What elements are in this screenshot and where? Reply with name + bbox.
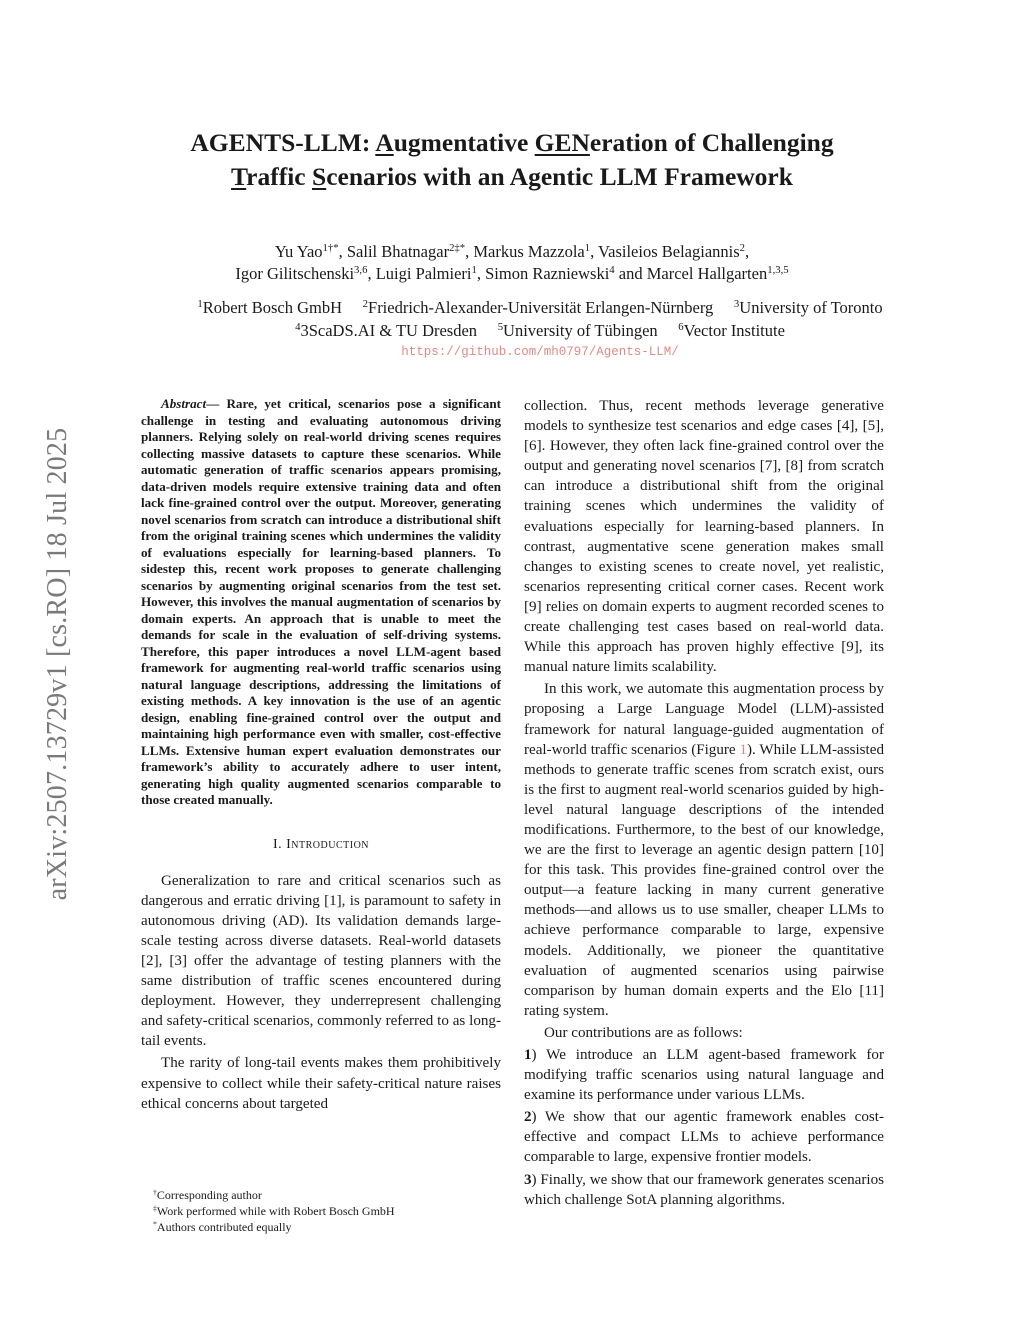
affiliation: $^4$3ScaDS.AI & TU Dresden [295, 321, 478, 340]
title-part: eration of Challenging [589, 128, 834, 157]
abstract-label: Abstract [161, 396, 207, 411]
title-underlined-letter: T [231, 162, 247, 191]
affiliation: $^1$Robert Bosch GmbH [197, 298, 343, 317]
section-heading: I. Introduction [272, 836, 370, 852]
footnote: *Authors contributed equally [153, 1219, 292, 1234]
title-part: cenarios with an Agentic LLM Framework [326, 162, 793, 191]
figure-link[interactable]: 1 [739, 741, 748, 758]
affiliation: $^3$University of Toronto [733, 298, 883, 317]
affiliation-list [100, 296, 980, 342]
footnote: †Corresponding author [153, 1187, 262, 1202]
title-part: ugmentative [393, 128, 535, 157]
author: Vasileios Belagiannis$^2$ [598, 242, 746, 261]
arxiv-stamp: arXiv:2507.13729v1 [cs.RO] 18 Jul 2025 [42, 427, 73, 901]
paragraph: Generalization to rare and critical scenarios such as dangerous and erratic driving [1], is paramount to safety in autonomous driving (AD). Its validation demands large-scale testing across diverse datasets. Real-world datasets [2], [3] offer the advantage of testing planners with the same distribution of traffic scenes encountered during deployment. However, they underrepresent challenging and safety-critical scenarios, commonly referred to as long-tail events. [141, 872, 501, 1050]
author-list: Yu Yao$^{1\dagger*}$, Salil Bhatnagar$^{2\ddagger*}$, Markus Mazzola$^1$, Vasileios Belagiannis$^2$, Igor Gilitschenski$^{3,6}$, Luigi Palmieri$^1$, Simon Razniewski$^4$ and Marcel Hallgarten$^{1,3,5}$ [235, 242, 789, 283]
title-part: AGENTS-LLM: [190, 128, 376, 157]
author: Luigi Palmieri$^1$ [375, 264, 477, 283]
author: Marcel Hallgarten$^{1,3,5}$ [646, 264, 789, 283]
right-column [524, 396, 884, 1210]
author: Markus Mazzola$^1$ [473, 242, 591, 261]
affiliation: $^6$Vector Institute [678, 321, 785, 340]
title-underlined-letter: A [375, 128, 394, 157]
title-underlined-letters: GEN [534, 128, 590, 157]
title-underlined-letter: S [312, 162, 327, 191]
footnote: ‡Work performed while with Robert Bosch GmbH [153, 1203, 395, 1218]
paper-title [120, 126, 904, 194]
author: Salil Bhatnagar$^{2\ddagger*}$ [346, 242, 466, 261]
author: Yu Yao$^{1\dagger*}$ [274, 242, 339, 261]
contribution-item: 3) Finally, we show that our framework generates scenarios which challenge SotA planning algorithms. [524, 1171, 884, 1208]
paragraph: In this work, we automate this augmentation process by proposing a Large Language Model (LLM)-assisted framework for natural language-guided augmentation of real-world traffic scenarios (Figure 1). While LLM-assisted methods to generate traffic scenes from scratch exist, ours is the first to augment real-world scenarios guided by high-level natural language descriptions of the intended modifications. Furthermore, to the best of our knowledge, we are the first to leverage an agentic design pattern [10] for this task. This provides fine-grained control over the output—a feature lacking in many current generative methods—and allows us to use smaller, cheaper LLMs to achieve performance comparable to large, expensive models. Additionally, we pioneer the quantitative evaluation of augmented scenarios using pairwise comparison by human domain experts and the Elo [11] rating system. [524, 681, 884, 1019]
author: Simon Razniewski$^4$ [485, 264, 615, 283]
contribution-item: 1) We introduce an LLM agent-based framework for modifying traffic scenarios using natural language and examine its performance under various LLMs. [524, 1047, 884, 1104]
contribution-item: 2) We show that our agentic framework enables cost-effective and compact LLMs to achieve performance comparable to large, expensive frontier models. [524, 1109, 884, 1166]
paragraph: collection. Thus, recent methods leverage generative models to synthesize test scenarios and edge cases [4], [5], [6]. However, they often lack fine-grained control over the output and generating novel scenarios [7], [8] from scratch can introduce a distributional shift from the original training scenes which undermines the validity of evaluations especially for learning-based planners. In contrast, augmentative scene generation makes small changes to existing scenes to create novel, yet realistic, scenarios representing critical corner cases. Recent work [9] relies on domain experts to augment recorded scenes to create challenging test cases based on real-world data. While this approach has proven highly effective [9], its manual nature limits scalability. [524, 398, 884, 676]
paragraph: The rarity of long-tail events makes them prohibitively expensive to collect while their safety-critical nature raises ethical concerns about targeted [141, 1055, 501, 1112]
affiliation: $^5$University of Tübingen [497, 321, 658, 340]
left-column [141, 396, 501, 1114]
author: Igor Gilitschenski$^{3,6}$ [235, 264, 368, 283]
code-link[interactable]: https://github.com/mh0797/Agents-LLM/ [401, 345, 679, 359]
contributions-intro: Our contributions are as follows: [544, 1024, 743, 1041]
abstract-text: — Rare, yet critical, scenarios pose a significant challenge in testing and evaluating autonomous driving planners. Relying solely on real-world driving scenes requires collecting massive datasets to capture these scenarios. While automatic generation of traffic scenarios appears promising, data-driven models require extensive training data and often lack fine-grained control over the output. Moreover, generating novel scenarios from scratch can introduce a distributional shift from the original training scenes which undermines the validity of evaluations especially for learning-based planners. To sidestep this, recent work proposes to generate challenging scenarios by augmenting original scenarios from the test set. However, this involves the manual augmentation of scenarios by domain experts. An approach that is unable to meet the demands for scale in the evaluation of self-driving systems. Therefore, this paper introduces a novel LLM-agent based framework for augmenting real-world traffic scenarios using natural language descriptions, addressing the limitations of existing methods. A key innovation is the use of an agentic design, enabling fine-grained control over the output and maintaining high performance even with smaller, cost-effective LLMs. Extensive human expert evaluation demonstrates our framework’s ability to accurately adhere to user intent, generating high quality augmented scenarios comparable to those created manually. [141, 396, 501, 807]
abstract [141, 396, 501, 809]
affiliation: $^2$Friedrich-Alexander-Universität Erlangen-Nürnberg [362, 298, 714, 317]
title-part: raffic [246, 162, 313, 191]
footnotes [153, 1187, 395, 1235]
